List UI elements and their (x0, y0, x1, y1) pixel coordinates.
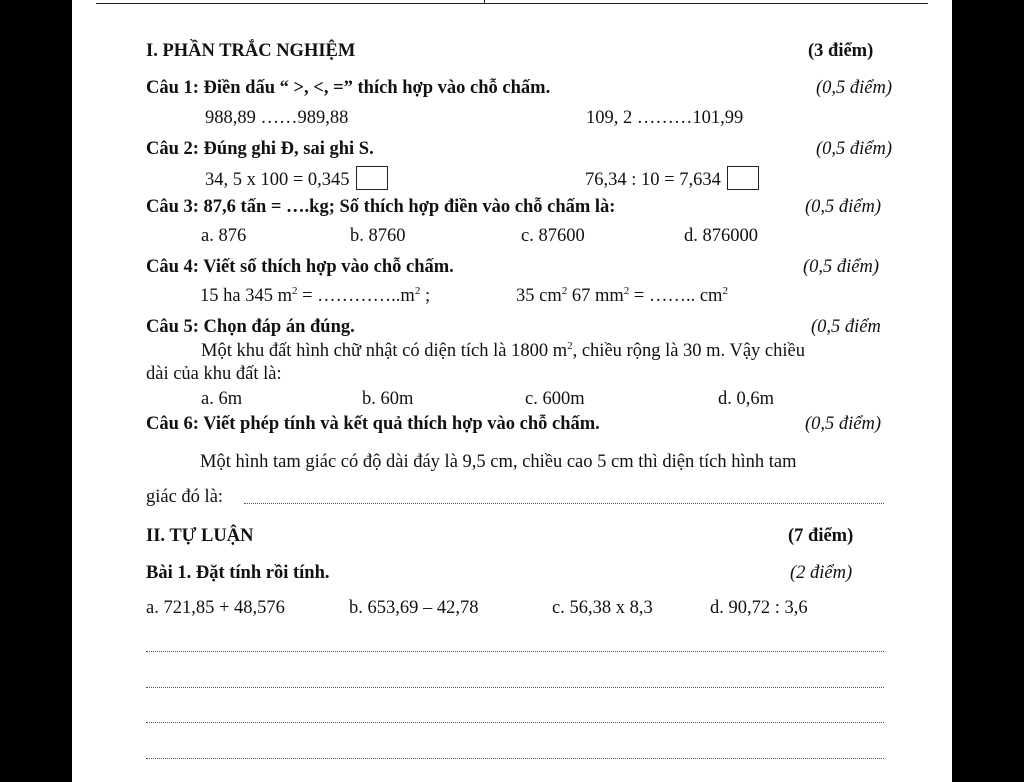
q2-left: 34, 5 x 100 = 0,345 (205, 170, 350, 190)
q5-option-c: c. 600m (525, 389, 585, 409)
q6-text-line2: giác đó là: (146, 487, 224, 507)
q2-right-row (585, 166, 759, 191)
bai1-label: Bài 1. Đặt tính rồi tính. (146, 563, 330, 583)
q4-right: 35 $cm^2$ 67 $mm^2$ = …….. $cm^2$ (516, 285, 728, 306)
bai1-option-b: b. 653,69 – 42,78 (349, 598, 479, 618)
q4-points: (0,5 điểm) (803, 257, 880, 277)
document-page (72, 0, 952, 782)
q4-label: Câu 4: Viết số thích hợp vào chỗ chấm. (146, 257, 454, 277)
q2-right-answer-box[interactable] (727, 166, 759, 190)
answer-line-1[interactable] (146, 651, 884, 652)
section1-title: I. PHẦN TRẮC NGHIỆM (146, 41, 356, 61)
q2-label: Câu 2: Đúng ghi Đ, sai ghi S. (146, 139, 374, 159)
q5-text-line2: dài của khu đất là: (146, 364, 282, 384)
section2-points: (7 điểm) (788, 526, 854, 546)
q5-text-line1: Một khu đất hình chữ nhật có diện tích là 1800 $m^2$, chiều rộng là 30 m. Vậy chiều (201, 340, 805, 361)
q3-option-a: a. 876 (201, 226, 247, 246)
q3-option-b: b. 8760 (350, 226, 406, 246)
answer-line-2[interactable] (146, 687, 884, 688)
q1-points: (0,5 điểm) (816, 78, 893, 98)
bai1-option-c: c. 56,38 x 8,3 (552, 598, 653, 618)
q5-label: Câu 5: Chọn đáp án đúng. (146, 317, 355, 337)
answer-line-3[interactable] (146, 722, 884, 723)
top-border (96, 0, 928, 4)
q6-answer-line[interactable] (244, 503, 884, 504)
section1-points: (3 điểm) (808, 41, 874, 61)
q2-left-row (205, 166, 388, 191)
q2-points: (0,5 điểm) (816, 139, 893, 159)
q6-label: Câu 6: Viết phép tính và kết quả thích hợp vào chỗ chấm. (146, 414, 600, 434)
q4-left: 15 ha 345 $m^2$ = $\dots\dots\dots\dots..m^2$ ; (200, 285, 431, 306)
q1-right: 109, 2 ………101,99 (586, 108, 744, 128)
q6-points: (0,5 điểm) (805, 414, 882, 434)
q5-points: (0,5 điểm (811, 317, 881, 337)
bai1-option-d: d. 90,72 : 3,6 (710, 598, 808, 618)
q1-label: Câu 1: Điền dấu “ >, <, =” thích hợp vào chỗ chấm. (146, 78, 551, 98)
q1-left: 988,89 ……989,88 (205, 108, 349, 128)
q3-option-c: c. 87600 (521, 226, 585, 246)
bai1-option-a: a. 721,85 + 48,576 (146, 598, 285, 618)
q5-option-b: b. 60m (362, 389, 414, 409)
q5-option-a: a. 6m (201, 389, 243, 409)
q6-text-line1: Một hình tam giác có độ dài đáy là 9,5 cm, chiều cao 5 cm thì diện tích hình tam (200, 452, 797, 472)
q3-option-d: d. 876000 (684, 226, 758, 246)
answer-line-4[interactable] (146, 758, 884, 759)
bai1-points: (2 điểm) (790, 563, 853, 583)
q3-label: Câu 3: 87,6 tấn = ….kg; Số thích hợp điền vào chỗ chấm là: (146, 197, 616, 217)
q3-points: (0,5 điểm) (805, 197, 882, 217)
q2-left-answer-box[interactable] (356, 166, 388, 190)
q5-option-d: d. 0,6m (718, 389, 775, 409)
q2-right: 76,34 : 10 = 7,634 (585, 170, 721, 190)
section2-title: II. TỰ LUẬN (146, 526, 254, 546)
